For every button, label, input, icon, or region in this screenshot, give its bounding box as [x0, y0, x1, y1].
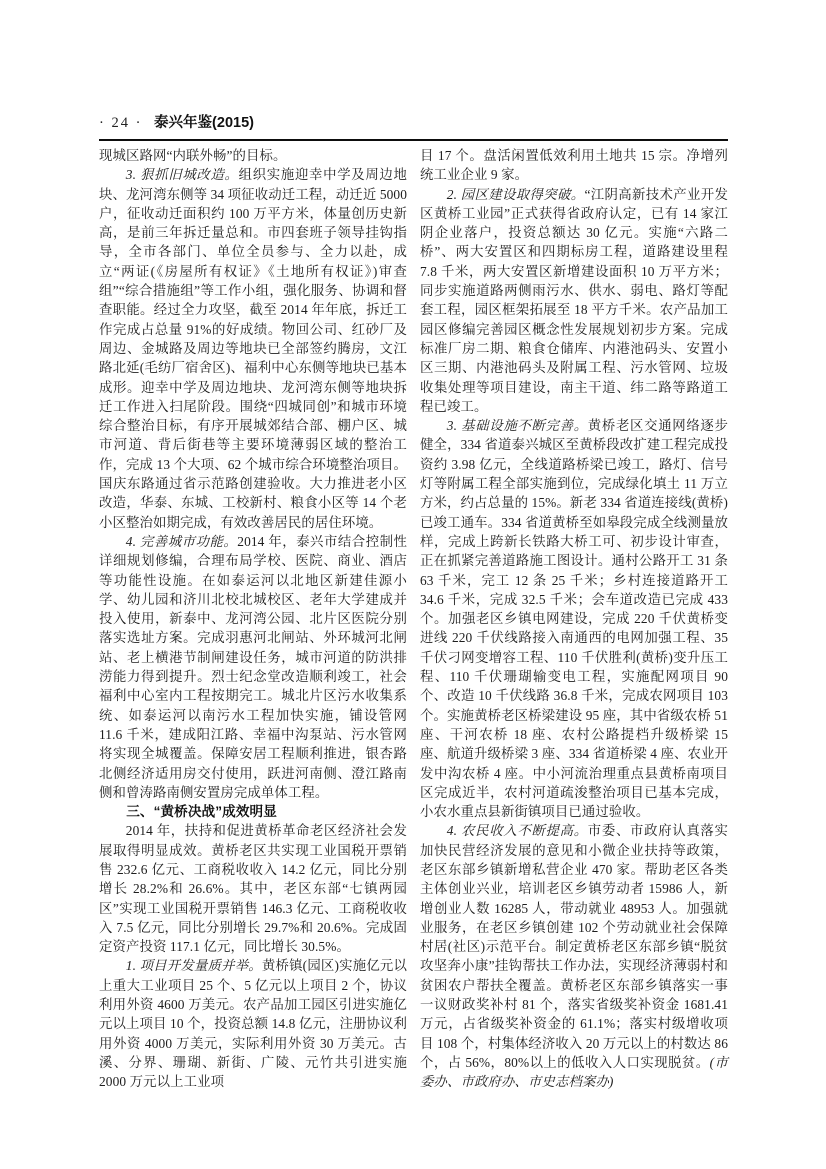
- paragraph-text: “江阴高新技术产业开发区黄桥工业园”正式获得省政府认定，已有 14 家江阴企业落户，投资总额达 30 亿元。实施“六路二桥”、两大安置区和四期标房工程，道路建设里程 7.8 千米，两大安置区新增建设面积 10 万平方米；同步实施道路两侧雨污水、供水、弱电、路灯等配套工程，园区框架拓展至 18 平方千米。农产品加工园区修编完善园区概念性发展规划初步方案。完成标准厂房二期、粮食仓储库、内港池码头、安置小区三期、内港池码头及附属工程、污水管网、垃圾收集处理等项目建设，南主干道、纬二路等路道工程已竣工。: [420, 186, 729, 414]
- right-column: [420, 146, 728, 1092]
- paragraph-lead: 3. 狠抓旧城改造。: [125, 167, 239, 183]
- paragraph-lead: 4. 农民收入不断提高。: [446, 823, 588, 839]
- paragraph-text: 黄桥镇(园区)实施亿元以上重大工业项目 25 个、5 亿元以上项目 2 个，协议利用外资 4600 万美元。农产品加工园区引进实施亿元以上项目 10 个，投资总额 14.8 亿元，注册协议利用外资 4000 万美元，实际利用外资 30 万美元。古溪、分界、珊瑚、新街、广陵、元竹共引进实施 2000 万元以上工业项: [99, 958, 407, 1090]
- paragraph: [420, 821, 728, 1091]
- page-number: · 24 ·: [99, 115, 143, 131]
- header-rule: [99, 139, 728, 141]
- paragraph-lead: 3. 基础设施不断完善。: [446, 418, 588, 434]
- page-content: [99, 115, 728, 1092]
- paragraph-lead: 4. 完善城市功能。: [125, 533, 238, 549]
- running-header: [99, 115, 728, 139]
- paragraph: [420, 185, 728, 417]
- paragraph-lead: 2. 园区建设取得突破。: [446, 186, 585, 202]
- paragraph: [99, 165, 407, 532]
- paragraph-text: 目 17 个。盘活闲置低效利用土地共 15 宗。净增列统工业企业 9 家。: [420, 148, 728, 183]
- paragraph: [99, 532, 407, 802]
- attribution: (市委办、市政府办、市史志档案办): [420, 1054, 728, 1090]
- paragraph-lead: 1. 项目开发量质并举。: [125, 958, 262, 974]
- two-column-text: [99, 146, 728, 1092]
- paragraph-text: 组织实施迎幸中学及周边地块、龙河湾东侧等 34 项征收动迁工程，动迁近 5000 户，征收动迁面积约 100 万平方米，体量创历史新高，是前三年拆迁量总和。市四套班子领导挂钩指导，全市各部门、单位全员参与、全力以赴，成立“两证(《房屋所有权证》《土地所有权证》)审查组”“综合措施组”等工作小组，强化服务、协调和督查职能。经过全力攻坚，截至 2014 年年底，拆迁工作完成占总量 91%的好成绩。物回公司、红砂厂及周边、金城路及周边等地块已全部签约腾房，文江路北延(毛纺厂宿舍区)、福利中心东侧等地块已基本成形。迎幸中学及周边地块、龙河湾东侧等地块拆迁工作进入扫尾阶段。围绕“四城同创”和城市环境综合整治目标，有序开展城郊结合部、棚户区、城市河道、背后街巷等主要环境薄弱区域的整治工作，完成 13 个大项、62 个城市综合环境整治项目。国庆东路通过省示范路创建验收。大力推进老小区改造，华泰、东城、工校新村、粮食小区等 14 个老小区整治如期完成，有效改善居民的居住环境。: [99, 167, 408, 530]
- continuation-paragraph: [99, 146, 407, 165]
- paragraph-text: 2014 年，扶持和促进黄桥革命老区经济社会发展取得明显成效。黄桥老区共实现工业国税开票销售 232.6 亿元、工商税收收入 14.2 亿元，同比分别增长 28.2%和 26.6%。其中，老区东部“七镇两园区”实现工业国税开票销售 146.3 亿元、工商税收收入 7.5 亿元，同比分别增长 29.7%和 20.6%。完成固定资产投资 117.1 亿元，同比增长 30.5%。: [99, 823, 407, 955]
- paragraph-text: 黄桥老区交通网络逐步健全，334 省道泰兴城区至黄桥段改扩建工程完成投资约 3.98 亿元，全线道路桥梁已竣工，路灯、信号灯等附属工程全部实施到位，完成绿化填土 11 万立方米，约占总量的 15%。新老 334 省道连接线(黄桥)已竣工通车。334 省道黄桥至如皋段完成全线测量放样，完成上跨新长铁路大桥工可、初步设计审查，正在抓紧完善道路施工图设计。通村公路开工 31 条 63 千米，完工 12 条 25 千米；乡村连接道路开工 34.6 千米，完成 32.5 千米；会车道改造已完成 433 个。加强老区乡镇电网建设，完成 220 千伏黄桥变进线 220 千伏线路接入南通西的电网加强工程、35 千伏刁网变增容工程、110 千伏胜利(黄桥)变升压工程、110 千伏珊瑚输变电工程，实施配网项目 90 个、改造 10 千伏线路 36.8 千米，完成农网项目 103 个。实施黄桥老区桥梁建设 95 座，其中省级农桥 51 座、干河农桥 18 座、农村公路提档升级桥梁 15 座、航道升级桥梁 3 座、334 省道桥梁 4 座、农业开发中沟农桥 4 座。中小河流治理重点县黄桥南项目区完成近半，农村河道疏浚整治项目已基本完成，小农水重点县新街镇项目已通过验收。: [420, 418, 729, 820]
- paragraph: [99, 956, 407, 1091]
- continuation-paragraph: [420, 146, 728, 185]
- paragraph-text: 市委、市政府认真落实加快民营经济发展的意见和小微企业扶持等政策，老区东部乡镇新增私营企业 470 家。帮助老区各类主体创业兴业，培训老区乡镇劳动者 15986 人，新增创业人数 16285 人，带动就业 48953 人。加强就业服务，在老区乡镇创建 102 个劳动就业社会保障村居(社区)示范平台。制定黄桥老区东部乡镇“脱贫攻坚奔小康”挂钩帮扶工作办法，实现经济薄弱村和贫困农户帮扶全覆盖。黄桥老区东部乡镇落实一事一议财政奖补村 81 个，落实省级奖补资金 1681.41 万元，占省级奖补资金的 61.1%；落实村级增收项目 108 个，村集体经济收入 20 万元以上的村数达 86 个，占 56%，80%以上的低收入人口实现脱贫。: [420, 823, 729, 1070]
- paragraph-text: 现城区路网“内联外畅”的目标。: [99, 148, 287, 163]
- left-column: [99, 146, 407, 1092]
- paragraph: [420, 416, 728, 821]
- paragraph-text: 2014 年，泰兴市结合控制性详细规划修编，合理布局学校、医院、商业、酒店等功能性设施。在如泰运河以北地区新建佳源小学、幼儿园和济川北校北城校区、老年大学建成并投入使用，新泰中、龙河湾公园、北片区医院分别落实选址方案。完成羽惠河北闸站、外环城河北闸站、老上横港节制闸建设任务，城市河道的防洪排涝能力得到提升。烈士纪念堂改造顺利竣工，社会福利中心室内工程按期完工。城北片区污水收集系统、如泰运河以南污水工程加快实施，铺设管网 11.6 千米，建成阳江路、幸福中沟泵站、污水管网将实现全城覆盖。保障安居工程顺利推进，银杏路北侧经济适用房交付使用，跃进河南侧、澄江路南侧和曾涛路南侧安置房完成单体工程。: [99, 533, 407, 800]
- section-heading: 三、“黄桥决战”成效明显: [126, 804, 277, 820]
- book-title: 泰兴年鉴(2015): [154, 115, 254, 131]
- paragraph: [99, 821, 407, 956]
